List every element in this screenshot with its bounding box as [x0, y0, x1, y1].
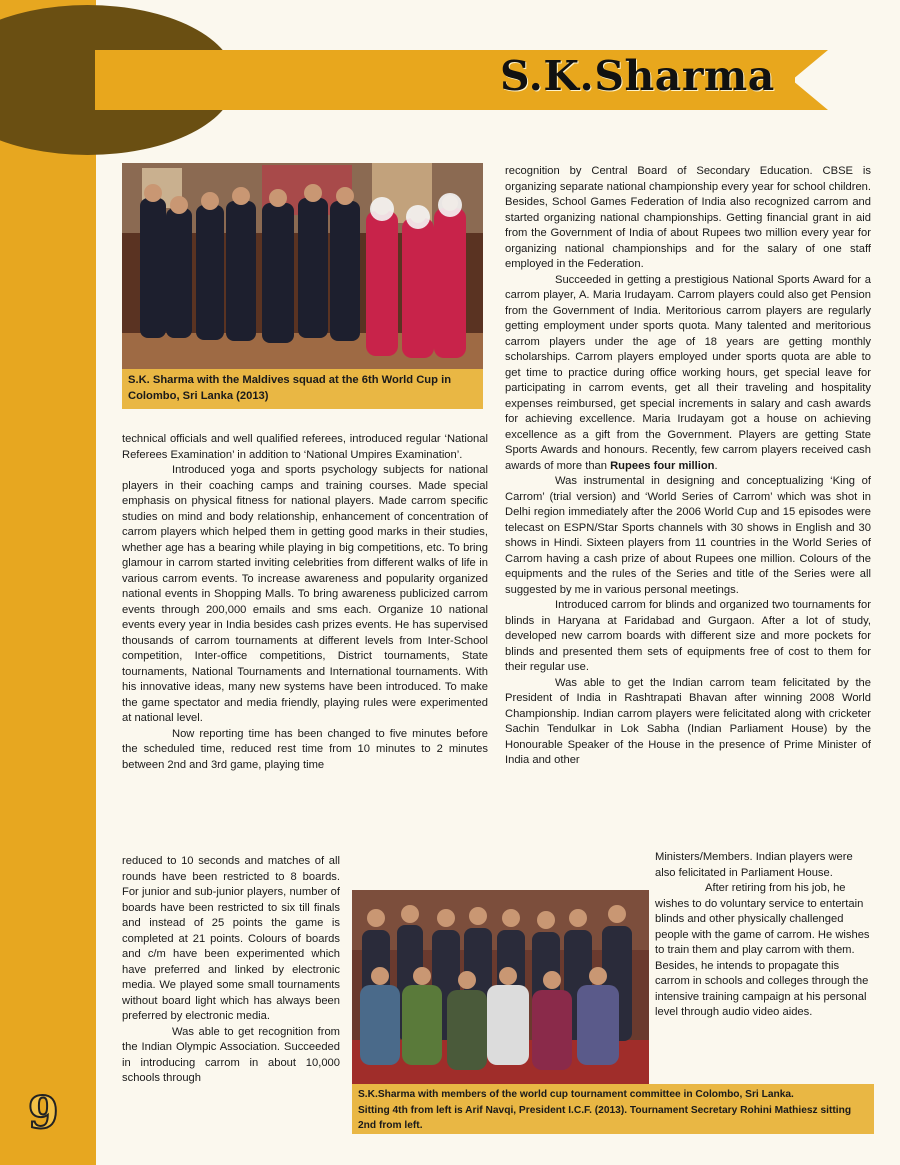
paragraph: Succeeded in getting a prestigious National Sports Award for a carrom player, A. Maria Irudayam. Carrom players could also get Pension from the Government of India. Meritorious carrom players are regularly getting employment under sports quota. Many talented and meritorious carrom players under the age of 18 years are getting monthly scholarships. Carrom players employed under sports quota are able to get time to practice during office working hours, get special leave for participating in carrom events, get all their traveling and hospitality expenses reimbursed, get special increments in salary and cash awards for achieving excellence. Maria Irudayam got a house on achieving excellence as a gift from the Government. Players are getting State Sports Awards and honours. Recently, few carrom players received cash awards of more than — [505, 273, 871, 472]
right-column-upper: recognition by Central Board of Secondary Education. CBSE is organizing separate national championship every year for school children. Besides, School Games Federation of India also recognized carrom and started organizing national championships. Getting financial grant in aid from the Government of India of about Rupees two million every year for organizing national championships and for the salary of one staff employed in the Federation. Succeeded in getting a prestigious National Sports Award for a carrom player, A. Maria Irudayam. Carrom players could also get Pension from the Government of India. Meritorious carrom players are regularly getting employment under sports quota. Many talented and meritorious carrom players under the age of 18 years are getting monthly scholarships. Carrom players employed under sports quota are able to get time to practice during office working hours, get special leave for participating in carrom events, get all their traveling and hospitality expenses reimbursed, get special increments in salary and cash awards for achieving excellence. Maria Irudayam got a house on achieving excellence as a gift from the Government. Players are getting State Sports Awards and honours. Recently, few carrom players received cash awards of more than Rupees four million. Was instrumental in designing and conceptualizing ‘King of Carrom’ (trial version) and ‘World Series of Carrom’ which was shot in Delhi region immediately after the 2006 World Cup and 15 episodes were telecast on ESPN/Star Sports channels with 30 shows in English and 30 shows in Hindi. Sixteen players from 11 countries in the World Series of Carrom having a cash prize of about Rupees one million. Colours of the equipments and the rules of the Series and title of the Series were all suggested by me in various personal meetings. Introduced carrom for blinds and organized two tournaments for blinds in Haryana at Faridabad and Gurgaon. After a lot of study, developed new carrom boards with different size and more pockets for blinds and presented them sets of equipments free of cost to them for their regular use. Was able to get the Indian carrom team felicitated by the President of India in Rashtrapati Bhavan after winning 2008 World Championship. Indian carrom players were felicitated along with cricketer Sachin Tendulkar in Lok Sabha (Indian Parliament House) by the Honourable Speaker of the House in the presence of Prime Minister of India and other — [505, 164, 871, 769]
paragraph: Was able to get the Indian carrom team felicitated by the President of India in Rashtrapati Bhavan after winning 2008 World Championship. Indian carrom players were felicitated along with cricketer Sachin Tendulkar in Lok Sabha (Indian Parliament House) by the Honourable Speaker of the House in the presence of Prime Minister of India and other — [505, 676, 871, 766]
paragraph: Was instrumental in designing and conceptualizing ‘King of Carrom’ (trial version) and ‘World Series of Carrom’ which was shot in Delhi region immediately after the 2006 World Cup and 15 episodes were telecast on ESPN/Star Sports channels with 30 shows in English and 30 shows in Hindi. Sixteen players from 11 countries in the World Series of Carrom having a cash prize of about Rupees one million. Colours of the equipments and the rules of the Series and title of the Series were all suggested by me in various personal meetings. — [505, 475, 871, 596]
caption-line: Sitting 4th from left is Arif Navqi, President I.C.F. (2013). Tournament Secretary Rohini Mathiesz sitting 2nd from left. — [358, 1104, 852, 1131]
caption-line: S.K.Sharma with members of the world cup tournament committee in Colombo, Sri Lanka. — [358, 1089, 794, 1100]
paragraph: After retiring from his job, he wishes to do voluntary service to entertain blinds and other physically challenged people with the game of carrom. He wishes to train them and play carrom with them. Besides, he intends to propagate this carrom in schools and colleges through the intensive training campaign at his personal level through audio video aides. — [655, 882, 870, 1018]
paragraph: Introduced carrom for blinds and organized two tournaments for blinds in Haryana at Faridabad and Gurgaon. After a lot of study, developed new carrom boards with different size and more pockets for blinds and presented them sets of equipments free of cost to them for their regular use. — [505, 599, 871, 673]
ribbon-tail — [792, 50, 828, 110]
photo-caption: S.K. Sharma with the Maldives squad at the 6th World Cup in Colombo, Sri Lanka (2013) — [122, 369, 483, 409]
paragraph: Was able to get recognition from the Indian Olympic Association. Succeeded in introducing carrom in about 10,000 schools through — [122, 1025, 340, 1084]
page-number: 9 — [28, 1088, 59, 1139]
paragraph: reduced to 10 seconds and matches of all rounds have been restricted to 8 boards. For junior and sub-junior players, number of boards have been restricted to six till finals and instead of 25 points the game is completed at 21 points. Colours of boards and c/m have been experimented which have preferred and linked by electronic media. We played some small tournaments without board light which has always been preferred by electronic media. — [122, 855, 340, 1022]
left-column-lower — [122, 854, 340, 1087]
paragraph: technical officials and well qualified referees, introduced regular ‘National Referees Examination’ in addition to ‘National Umpires Examination’. — [122, 433, 488, 461]
page-title: S.K.Sharma — [500, 52, 775, 100]
paragraph: Introduced yoga and sports psychology subjects for national players in their coaching camps and training courses. Made special emphasis on physical fitness for national players. Made carrom specific studies on mind and body relationship, enhancement of concentration of carrom players which helped them in getting good marks in their studies, whether age has a bearing while playing in big competitions, etc. To bring glamour in carrom started inviting celebrities from different walks of life in various carrom events. To increase awareness and popularity organized national events in Shopping Malls. To bring awareness publicized carrom events through 200,000 emails and sms each. Organize 10 national events every year in India besides cash prizes events. He has supervised thousands of carrom tournaments at different levels from Inter-School competition, Inter-office competitions, District tournaments, State tournaments, National Tournaments and International tournaments. With his innovative ideas, many new systems have been introduced. To make the game spectator and media friendly, playing rules were experimented at national level. — [122, 464, 488, 724]
photo-tournament-committee — [352, 890, 649, 1084]
photo-maldives-squad — [122, 163, 483, 369]
left-column-upper — [122, 432, 488, 773]
paragraph: Ministers/Members. Indian players were also felicitated in Parliament House. — [655, 851, 853, 879]
left-decorative-bar — [0, 0, 96, 1165]
paragraph: Now reporting time has been changed to five minutes before the scheduled time, reduced rest time from 10 minutes to 2 minutes between 2nd and 3rd game, playing time — [122, 727, 488, 771]
right-column-lower — [655, 850, 871, 1021]
photo-caption — [352, 1084, 874, 1134]
highlight-amount: Rupees four million — [610, 459, 715, 472]
paragraph: recognition by Central Board of Secondary Education. CBSE is organizing separate national championship every year for school children. Besides, School Games Federation of India also recognized carrom and started organizing national championships. Getting financial grant in aid from the Government of India of about Rupees two million every year for organizing national championships and for the salary of one staff employed in the Federation. — [505, 165, 871, 270]
